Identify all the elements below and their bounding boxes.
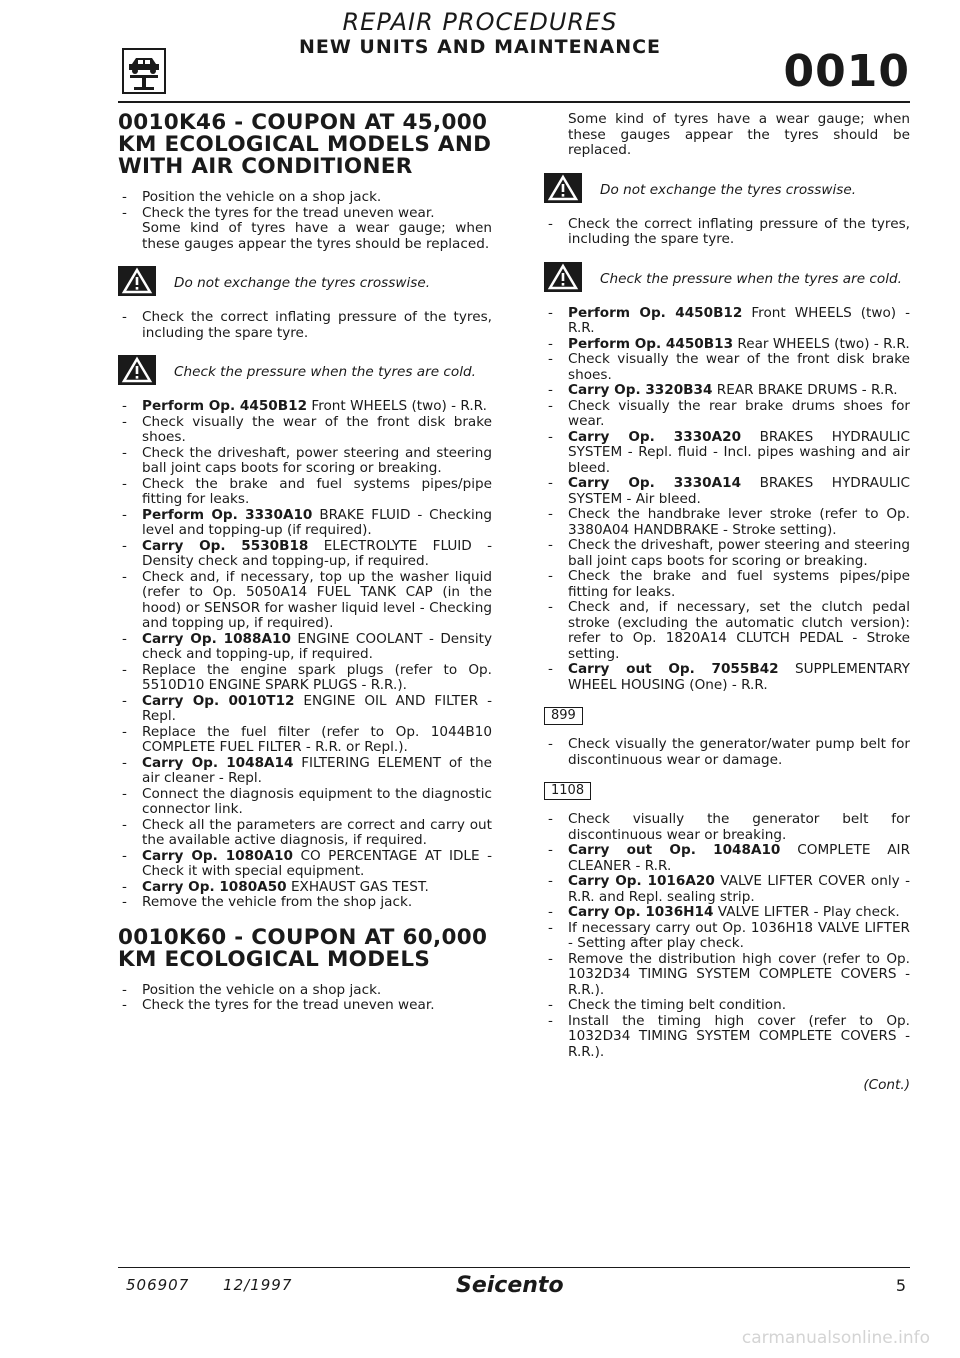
warning-text: Check the pressure when the tyres are cold. bbox=[174, 364, 476, 380]
paragraph: Some kind of tyres have a wear gauge; when these gauges appear the tyres should be replaced. bbox=[568, 111, 910, 158]
list-item: - Check the correct inflating pressure of the tyres, including the spare tyre. bbox=[544, 217, 910, 248]
list-item: - Carry Op. 3330A14 BRAKES HYDRAULIC SYSTEM - Air bleed. bbox=[544, 476, 910, 507]
list-item: - Check visually the generator/water pump belt for discontinuous wear or damage. bbox=[544, 737, 910, 768]
list-item: - Carry out Op. 7055B42 SUPPLEMENTARY WHEEL HOUSING (One) - R.R. bbox=[544, 662, 910, 693]
list-item: - Check all the parameters are correct and carry out the available active diagnosis, if required. bbox=[118, 818, 492, 849]
list-item: - Carry Op. 3320B34 REAR BRAKE DRUMS - R.R. bbox=[544, 383, 910, 399]
list-item: - Check the driveshaft, power steering and steering ball joint caps boots for scoring or breaking. bbox=[544, 538, 910, 569]
footer-rule bbox=[118, 1267, 910, 1268]
list-item: - Carry Op. 0010T12 ENGINE OIL AND FILTER - Repl. bbox=[118, 694, 492, 725]
warning-text: Do not exchange the tyres crosswise. bbox=[600, 181, 857, 198]
footer-doc-code bbox=[126, 1276, 292, 1294]
section-number: 0010 bbox=[783, 46, 910, 97]
list-item: - If necessary carry out Op. 1036H18 VALVE LIFTER - Setting after play check. bbox=[544, 921, 910, 952]
list-item: - Check the timing belt condition. bbox=[544, 998, 910, 1014]
header-subtitle: NEW UNITS AND MAINTENANCE bbox=[298, 36, 662, 58]
warning-text: Check the pressure when the tyres are cold. bbox=[600, 270, 902, 287]
list-item: - Carry Op. 1080A50 EXHAUST GAS TEST. bbox=[118, 880, 492, 896]
list-item: - Carry Op. 5530B18 ELECTROLYTE FLUID - Density check and topping-up, if required. bbox=[118, 539, 492, 570]
warning-note bbox=[544, 262, 910, 292]
warning-icon bbox=[544, 173, 582, 203]
right-steps-b bbox=[544, 217, 910, 248]
list-item: - Replace the fuel filter (refer to Op. 1044B10 COMPLETE FUEL FILTER - R.R. or Repl.). bbox=[118, 725, 492, 756]
warning-note bbox=[118, 266, 492, 296]
warning-icon bbox=[544, 262, 582, 292]
warning-icon bbox=[118, 266, 156, 296]
warning-note bbox=[544, 173, 910, 203]
list-item: - Check and, if necessary, top up the washer liquid (refer to Op. 5050A14 FUEL TANK CAP (in the hood) or SENSOR for washer liquid level - Checking and topping up, if required). bbox=[118, 570, 492, 632]
right-operations-899 bbox=[544, 737, 910, 768]
list-item: - Replace the engine spark plugs (refer to Op. 5510D10 ENGINE SPARK PLUGS - R.R.). bbox=[118, 663, 492, 694]
page-number: 5 bbox=[895, 1276, 906, 1295]
list-item: - Perform Op. 3330A10 BRAKE FLUID - Checking level and topping-up (if required). bbox=[118, 508, 492, 539]
left-operations bbox=[118, 399, 492, 911]
watermark: carmanualsonline.info bbox=[741, 1328, 930, 1348]
list-item: - Check the brake and fuel systems pipes/pipe fitting for leaks. bbox=[118, 477, 492, 508]
list-item: - Remove the distribution high cover (refer to Op. 1032D34 TIMING SYSTEM COMPLETE COVERS - R.R.). bbox=[544, 952, 910, 999]
list-item: - Check the correct inflating pressure of the tyres, including the spare tyre. bbox=[118, 310, 492, 341]
list-item: - Check visually the generator belt for discontinuous wear or breaking. bbox=[544, 812, 910, 843]
header-rule bbox=[118, 101, 910, 103]
left-steps-a bbox=[118, 190, 492, 221]
model-code-box: 1108 bbox=[544, 782, 591, 800]
right-operations-1108 bbox=[544, 812, 910, 1060]
section-heading-60000: 0010K60 - COUPON AT 60,000 KM ECOLOGICAL MODELS bbox=[118, 924, 488, 972]
left-steps-b bbox=[118, 310, 492, 341]
doc-date: 12/1997 bbox=[223, 1276, 293, 1294]
list-item: - Connect the diagnosis equipment to the diagnostic connector link. bbox=[118, 787, 492, 818]
list-item: - Perform Op. 4450B12 Front WHEELS (two) - R.R. bbox=[118, 399, 492, 415]
list-item: - Perform Op. 4450B12 Front WHEELS (two) - R.R. bbox=[544, 306, 910, 337]
list-item: - Position the vehicle on a shop jack. bbox=[118, 190, 492, 206]
list-item: - Check visually the rear brake drums shoes for wear. bbox=[544, 399, 910, 430]
list-item: - Carry Op. 1048A14 FILTERING ELEMENT of the air cleaner - Repl. bbox=[118, 756, 492, 787]
list-item: - Carry Op. 1088A10 ENGINE COOLANT - Density check and topping-up, if required. bbox=[118, 632, 492, 663]
warning-note bbox=[118, 355, 492, 385]
right-column bbox=[544, 112, 910, 1094]
list-item: - Check the tyres for the tread uneven wear. bbox=[118, 206, 492, 222]
right-operations bbox=[544, 306, 910, 694]
list-item: - Carry out Op. 1048A10 COMPLETE AIR CLEANER - R.R. bbox=[544, 843, 910, 874]
list-item: - Check the driveshaft, power steering and steering ball joint caps boots for scoring or breaking. bbox=[118, 446, 492, 477]
model-code-box: 899 bbox=[544, 707, 583, 725]
list-item: - Position the vehicle on a shop jack. bbox=[118, 983, 492, 999]
header-top-title: REPAIR PROCEDURES bbox=[342, 8, 618, 36]
vehicle-lift-icon bbox=[122, 48, 166, 94]
left-column bbox=[118, 112, 492, 1014]
list-item: - Check and, if necessary, set the clutch pedal stroke (excluding the automatic clutch version): refer to Op. 1820A14 CLUTCH PEDAL - Stroke setting. bbox=[544, 600, 910, 662]
list-item: - Carry Op. 1080A10 CO PERCENTAGE AT IDLE - Check it with special equipment. bbox=[118, 849, 492, 880]
continued-label: (Cont.) bbox=[863, 1077, 910, 1093]
list-item: - Carry Op. 1036H14 VALVE LIFTER - Play check. bbox=[544, 905, 910, 921]
paragraph: Some kind of tyres have a wear gauge; when these gauges appear the tyres should be replaced. bbox=[142, 220, 492, 252]
doc-number: 506907 bbox=[126, 1276, 190, 1294]
list-item: - Carry Op. 1016A20 VALVE LIFTER COVER only - R.R. and Repl. sealing strip. bbox=[544, 874, 910, 905]
warning-text: Do not exchange the tyres crosswise. bbox=[174, 275, 431, 291]
list-item: - Check the tyres for the tread uneven wear. bbox=[118, 998, 492, 1014]
section-heading-45000: 0010K46 - COUPON AT 45,000 KM ECOLOGICAL MODELS AND WITH AIR CONDITIONER bbox=[118, 110, 492, 179]
brand-logo: Seicento bbox=[456, 1273, 564, 1298]
list-item: - Check visually the wear of the front disk brake shoes. bbox=[544, 352, 910, 383]
list-item: - Carry Op. 3330A20 BRAKES HYDRAULIC SYSTEM - Repl. fluid - Incl. pipes washing and air bleed. bbox=[544, 430, 910, 477]
list-item: - Check the handbrake lever stroke (refer to Op. 3380A04 HANDBRAKE - Stroke setting). bbox=[544, 507, 910, 538]
list-item: - Check the brake and fuel systems pipes/pipe fitting for leaks. bbox=[544, 569, 910, 600]
list-item: - Install the timing high cover (refer to Op. 1032D34 TIMING SYSTEM COMPLETE COVERS - R.R.). bbox=[544, 1014, 910, 1061]
left-steps-c bbox=[118, 983, 492, 1014]
warning-icon bbox=[118, 355, 156, 385]
list-item: - Remove the vehicle from the shop jack. bbox=[118, 895, 492, 911]
list-item: - Perform Op. 4450B13 Rear WHEELS (two) - R.R. bbox=[544, 337, 910, 353]
list-item: - Check visually the wear of the front disk brake shoes. bbox=[118, 415, 492, 446]
